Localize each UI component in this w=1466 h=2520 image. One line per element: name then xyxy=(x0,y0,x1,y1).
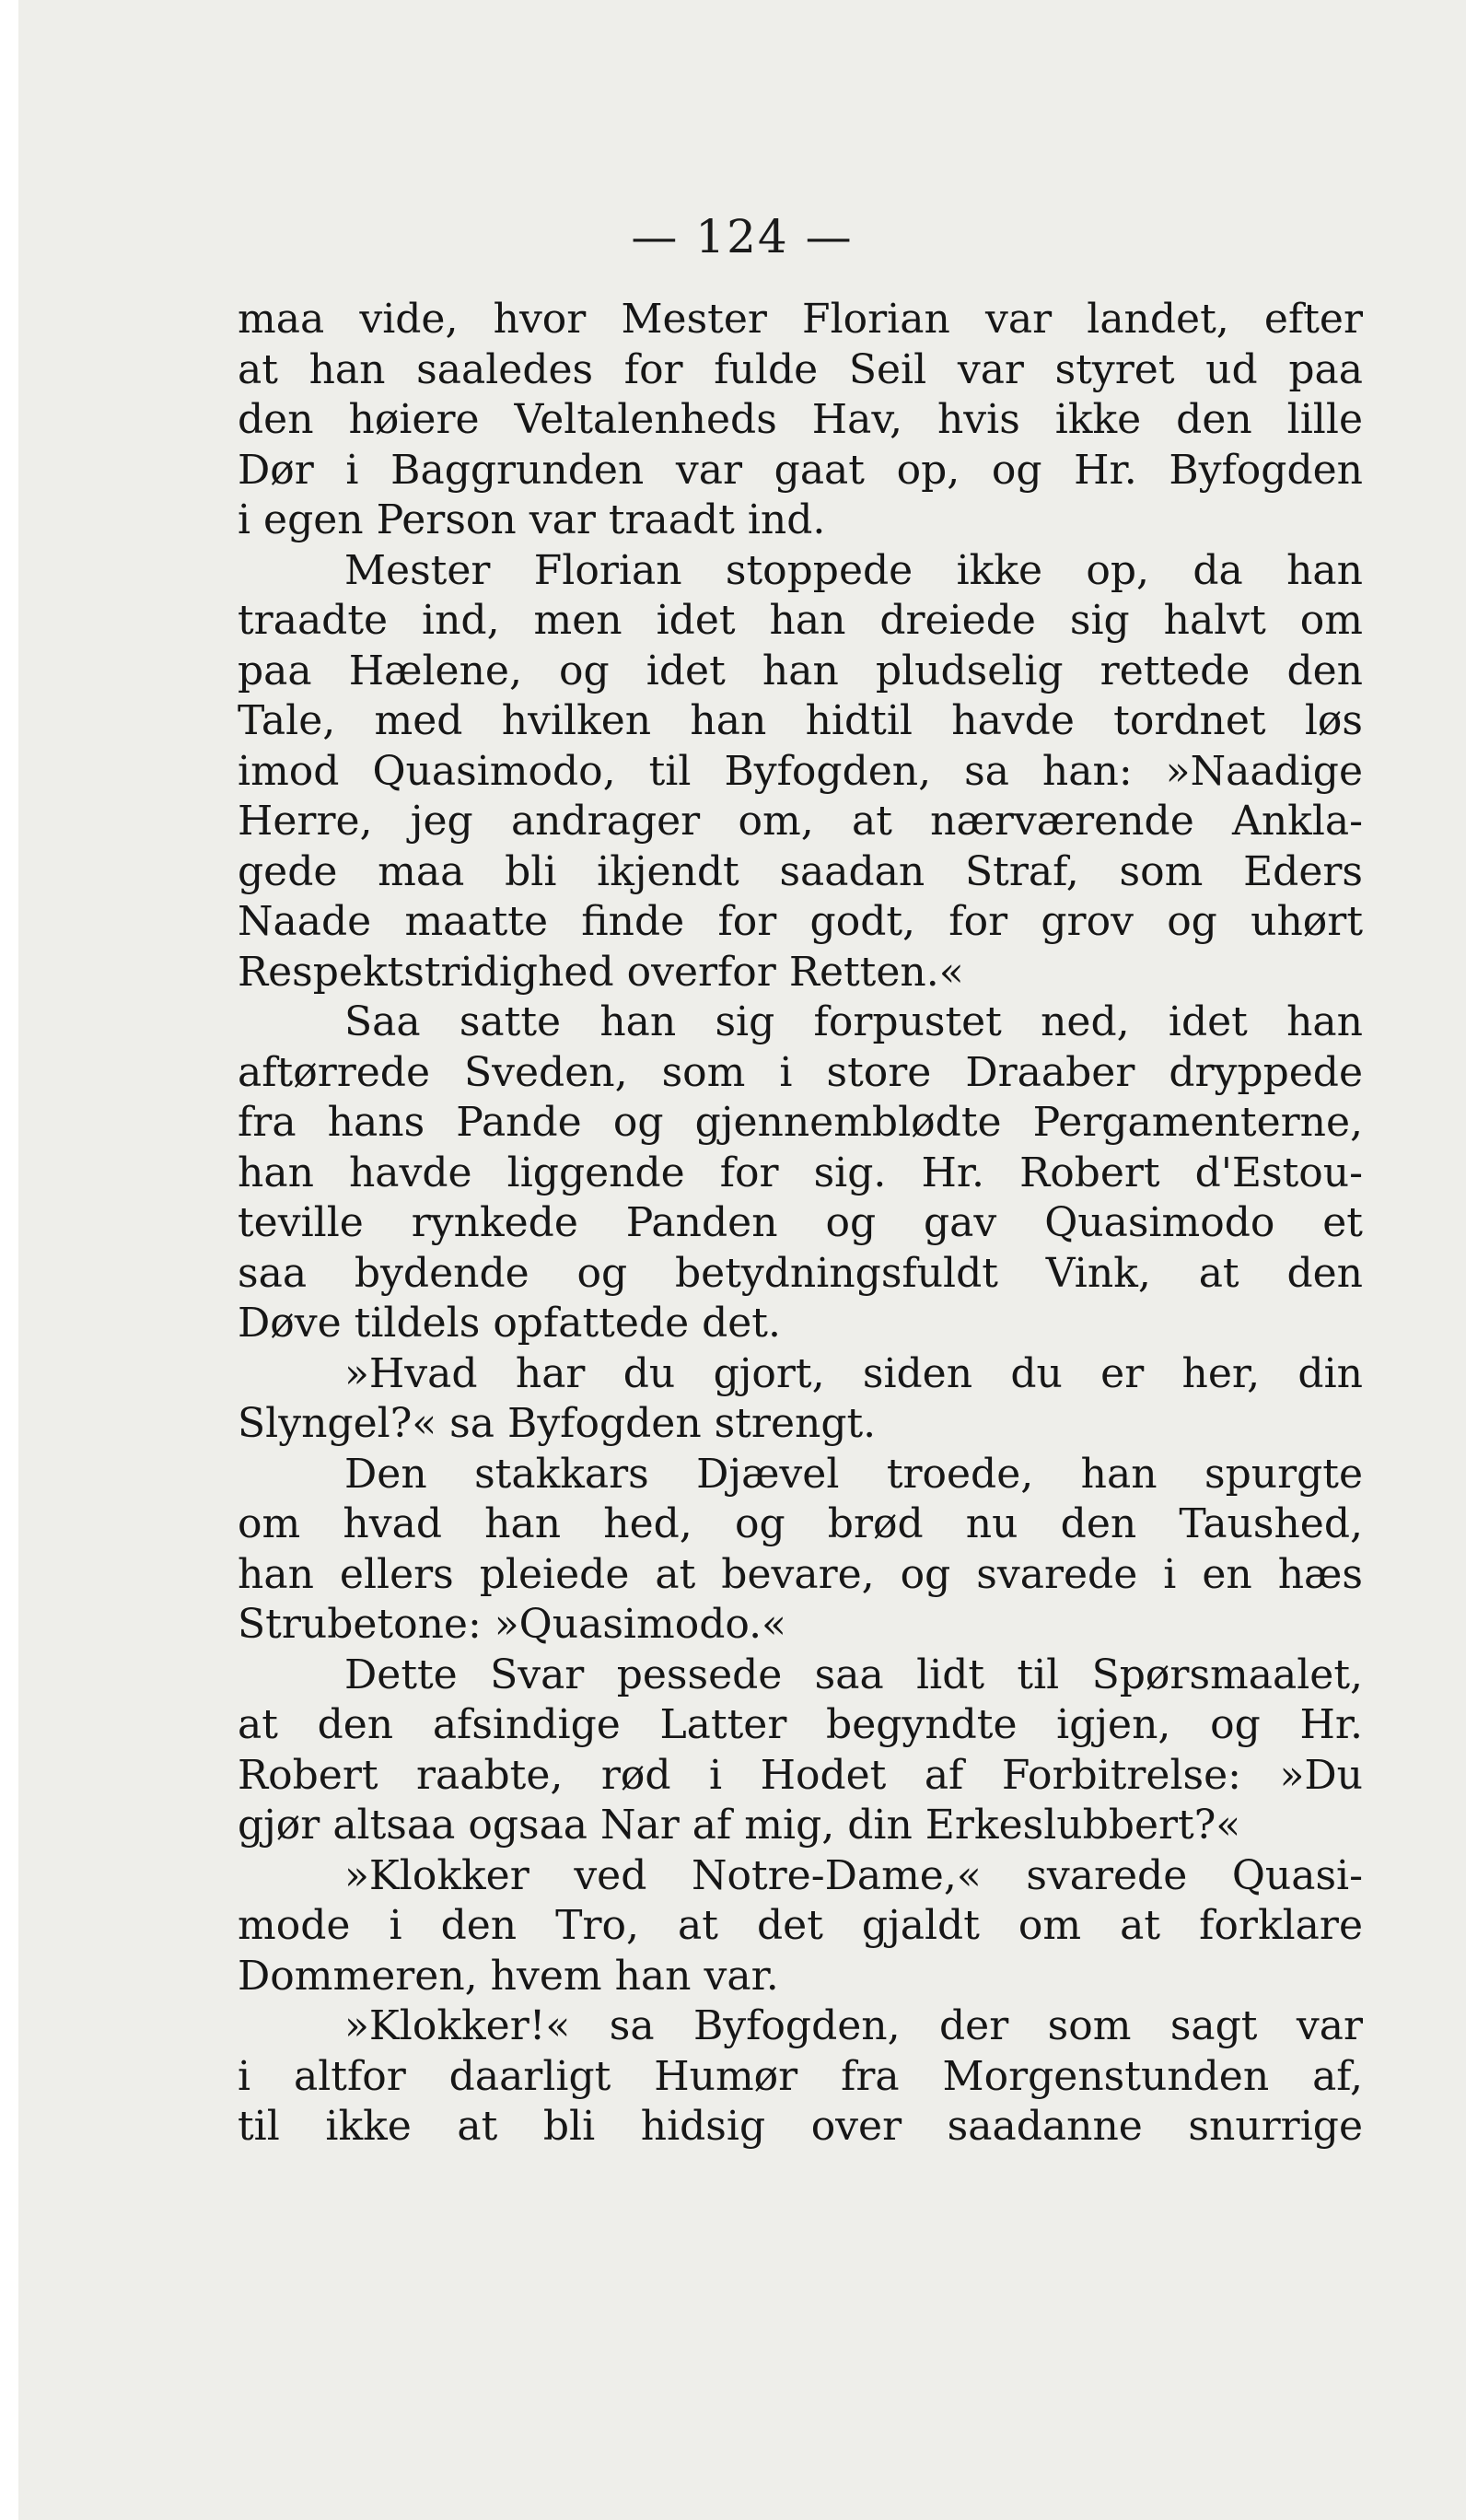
text-line: Tale, med hvilken han hidtil havde tordnet løs xyxy=(238,697,1363,744)
text-line: Slyngel?« sa Byfogden strengt. xyxy=(238,1400,877,1447)
text-line: Dette Svar pessede saa lidt til Spørsmaalet, xyxy=(344,1651,1363,1698)
text-line: traadte ind, men idet han dreiede sig halvt om xyxy=(238,597,1363,644)
page-number-header: — 124 — xyxy=(631,210,854,263)
text-line: maa vide, hvor Mester Florian var landet, efter xyxy=(238,296,1363,343)
text-line: i egen Person var traadt ind. xyxy=(238,496,826,543)
text-line: »Klokker ved Notre-Dame,« svarede Quasi- xyxy=(344,1851,1363,1899)
text-line: Naade maatte finde for godt, for grov og uhørt xyxy=(238,898,1363,945)
text-line: Strubetone: »Quasimodo.« xyxy=(238,1601,786,1648)
body-text xyxy=(238,295,1363,2152)
text-line: han havde liggende for sig. Hr. Robert d'Estou- xyxy=(238,1149,1363,1196)
text-line: mode i den Tro, at det gjaldt om at forklare xyxy=(238,1902,1363,1949)
text-line: at han saaledes for fulde Seil var styret ud paa xyxy=(238,345,1363,393)
text-line: Respektstridighed overfor Retten.« xyxy=(238,948,964,996)
text-line: Mester Florian stoppede ikke op, da han xyxy=(344,546,1363,594)
text-line: den høiere Veltalenheds Hav, hvis ikke den lille xyxy=(238,396,1363,443)
text-line: »Klokker!« sa Byfogden, der som sagt var xyxy=(344,2002,1363,2049)
text-line: paa Hælene, og idet han pludselig rettede den xyxy=(238,647,1363,694)
text-line: imod Quasimodo, til Byfogden, sa han: »Naadige xyxy=(238,747,1363,795)
text-line: han ellers pleiede at bevare, og svarede i en hæs xyxy=(238,1550,1363,1598)
text-line: Herre, jeg andrager om, at nærværende Ankla- xyxy=(238,798,1363,845)
book-page xyxy=(18,0,1466,2520)
text-line: gede maa bli ikjendt saadan Straf, som Eders xyxy=(238,847,1363,895)
text-line: saa bydende og betydningsfuldt Vink, at den xyxy=(238,1249,1363,1297)
text-line: til ikke at bli hidsig over saadanne snurrige xyxy=(238,2103,1363,2150)
text-line: Dommeren, hvem han var. xyxy=(238,1952,779,2000)
text-line: fra hans Pande og gjennemblødte Pergamenterne, xyxy=(238,1099,1363,1146)
text-line: Robert raabte, rød i Hodet af Forbitrelse: »Du xyxy=(238,1751,1363,1799)
text-line: aftørrede Sveden, som i store Draaber dryppede xyxy=(238,1048,1363,1096)
text-line: Døve tildels opfattede det. xyxy=(238,1300,781,1347)
text-line: Den stakkars Djævel troede, han spurgte xyxy=(344,1450,1363,1498)
text-line: Saa satte han sig forpustet ned, idet han xyxy=(344,998,1363,1045)
text-line: »Hvad har du gjort, siden du er her, din xyxy=(344,1349,1363,1397)
text-line: om hvad han hed, og brød nu den Taushed, xyxy=(238,1500,1363,1547)
text-line: teville rynkede Panden og gav Quasimodo et xyxy=(238,1199,1363,1246)
text-line: at den afsindige Latter begyndte igjen, og Hr. xyxy=(238,1701,1363,1748)
text-line: Dør i Baggrunden var gaat op, og Hr. Byfogden xyxy=(238,446,1363,494)
text-line: i altfor daarligt Humør fra Morgenstunden af, xyxy=(238,2052,1363,2100)
text-line: gjør altsaa ogsaa Nar af mig, din Erkeslubbert?« xyxy=(238,1802,1241,1849)
